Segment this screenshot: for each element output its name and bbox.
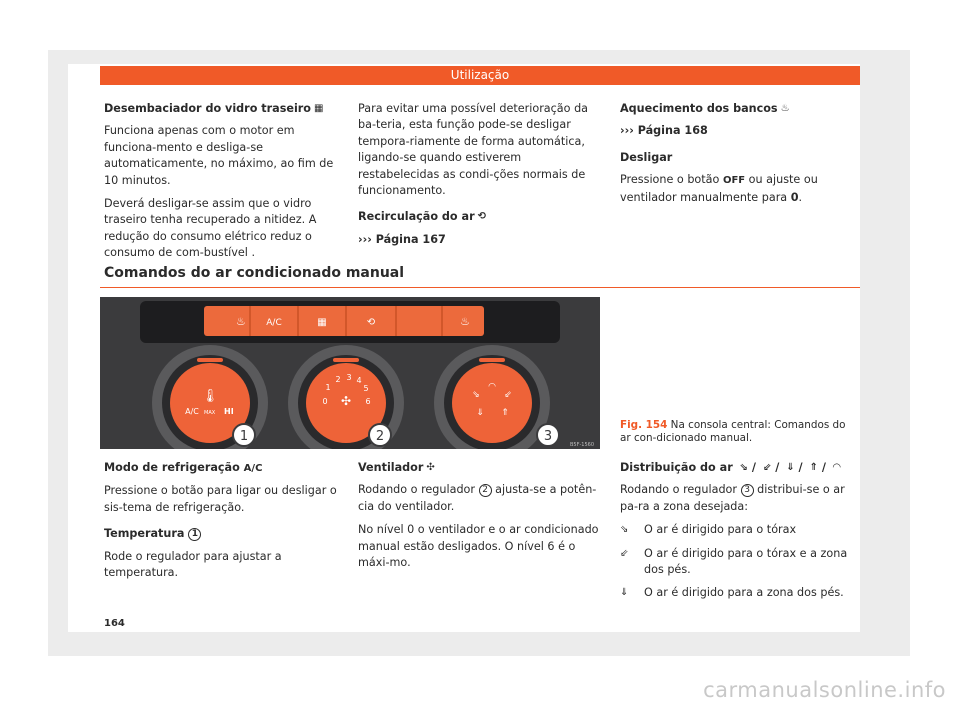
column-cooling-mode [104,460,346,588]
fan-level-6: 6 [365,397,371,406]
zero-label: 0 [790,190,799,204]
callout-3-label: 3 [543,429,553,444]
cooling-mode-heading: Modo de refrigeração A/C [104,461,263,474]
fan-level-1: 1 [325,383,331,392]
temperature-text: Rode o regulador para ajustar a temperatura. [104,549,282,580]
distribution-feet-icon: ⇓ [476,408,484,418]
climate-panel-illustration [100,297,600,449]
thermometer-icon: 🌡 [201,389,219,404]
column-fan [358,460,600,578]
air-distribution-heading: Distribuição do ar ⇘ / ⇙ / ⇓ / ⇑ / ◠ [620,460,862,476]
air-feet-icon: ⇓ [620,587,629,599]
knob-2-indicator [333,358,359,362]
rear-defrost-text-1: Funciona apenas com o motor em funciona-mento e desliga-se automaticamente, no máximo, ao fim de 10 minutos. [104,124,334,187]
seat-heat-left-icon: ♨ [236,315,246,328]
fan-level-5: 5 [363,384,369,393]
fan-level-3: 3 [346,373,352,382]
rear-defrost-icon: ▦ [313,103,324,114]
column-recirculation [358,101,600,248]
figure-caption-text: Na consola central: Comandos do ar con-dicionado manual. [620,419,846,444]
temperature-heading: Temperatura 1 [104,526,346,542]
windscreen-defrost-icon: ◠ [488,382,496,392]
switch-off-heading: Desligar [620,150,673,164]
fan-heading: Ventilador ✣ [358,460,600,476]
seat-heating-page-ref[interactable]: ››› Página 168 [620,124,708,138]
section-title: Comandos do ar condicionado manual [104,265,405,281]
ac-mode-icon: A/C [243,463,263,474]
knob-1-indicator [197,358,223,362]
fan-level-2: 2 [335,375,341,384]
callout-2-label: 2 [375,429,385,444]
air-chest-feet-icon: ⇙ [620,547,629,559]
air-chest-icon: ⇘ [739,462,749,473]
list-item: ⇓ O ar é dirigido para a zona dos pés. [620,585,862,601]
recirculation-page-ref[interactable]: ››› Página 167 [358,232,446,246]
air-feet-icon: ⇓ [786,462,795,473]
watermark: carmanualsonline.info [703,678,946,702]
recirculation-button-icon: ⟲ [366,317,376,328]
temperature-badge: 1 [188,528,201,541]
recirculation-heading: Recirculação do ar ⟲ [358,209,600,225]
figure-code: B5F-1560 [570,442,595,448]
air-feet-windscreen-icon: ⇑ [809,462,818,473]
column-air-distribution [620,460,862,609]
air-chest-feet-icon: ⇙ [762,462,772,473]
off-label: OFF [722,175,746,187]
figure-caption [620,419,858,445]
fan-icon: ✣ [426,462,435,473]
column-rear-defrost [104,101,346,269]
ac-button[interactable]: A/C [266,318,282,328]
seat-heating-heading: Aquecimento dos bancos ♨ [620,101,862,117]
list-item: ⇘ O ar é dirigido para o tórax [620,522,862,538]
seat-heat-right-icon: ♨ [460,315,470,328]
knob-1-hi-label: HI [224,407,234,416]
fan-level-0: 0 [322,397,328,406]
distribution-chest-feet-icon: ⇙ [504,390,512,400]
cooling-mode-text: Pressione o botão para ligar ou desligar o sis-tema de refrigeração. [104,484,337,514]
fan-text-2: No nível 0 o ventilador e o ar condicionado manual estão desligados. O nível 6 é o máxi-mo. [358,523,599,570]
seat-heating-icon: ♨ [780,103,790,114]
battery-text: Para evitar uma possível deterioração da ba-teria, esta função pode-se desligar tempora-riamente de forma automática, ligando-se quando estiverem restabelecidas as condi-ções normais de funcionamento. [358,102,589,198]
distribution-feet-windscreen-icon: ⇑ [501,408,509,418]
fan-level-4: 4 [356,376,362,385]
fan-text-1: Rodando o regulador 2 ajusta-se a potên-cia do ventilador. [358,483,597,513]
knob-3-dial[interactable] [452,363,532,443]
chapter-banner: Utilização [100,66,860,85]
windscreen-icon: ◠ [832,462,841,473]
knob-3-indicator [479,358,505,362]
switch-off-text: Pressione o botão OFF ou ajuste ou ventilador manualmente para 0. [620,173,818,204]
knob-1-max-label: MAX [204,410,216,416]
callout-1-label: 1 [239,429,249,444]
knob-2-fan-icon: ✣ [340,394,352,408]
page-number: 164 [104,618,125,629]
climate-control-figure [100,297,600,449]
rear-defrost-text-2: Deverá desligar-se assim que o vidro traseiro tenha recuperado a nitidez. A redução do consumo elétrico reduz o consumo de com-bustível . [104,197,317,260]
fan-badge: 2 [479,484,492,497]
air-chest-icon: ⇘ [620,524,629,536]
distribution-badge: 3 [741,484,754,497]
distribution-chest-icon: ⇘ [472,390,480,400]
figure-label: Fig. 154 [620,419,668,431]
column-seat-heating [620,101,862,213]
rear-defrost-button-icon: ▦ [317,317,327,328]
air-distribution-text: Rodando o regulador 3 distribui-se o ar pa-ra a zona desejada: [620,483,845,513]
list-item: ⇙ O ar é dirigido para o tórax e a zona dos pés. [620,546,862,579]
recirculation-icon: ⟲ [477,211,486,223]
knob-1-ac-label: A/C [185,407,199,416]
rear-defrost-heading: Desembaciador do vidro traseiro ▦ [104,101,346,117]
section-rule [100,287,860,288]
